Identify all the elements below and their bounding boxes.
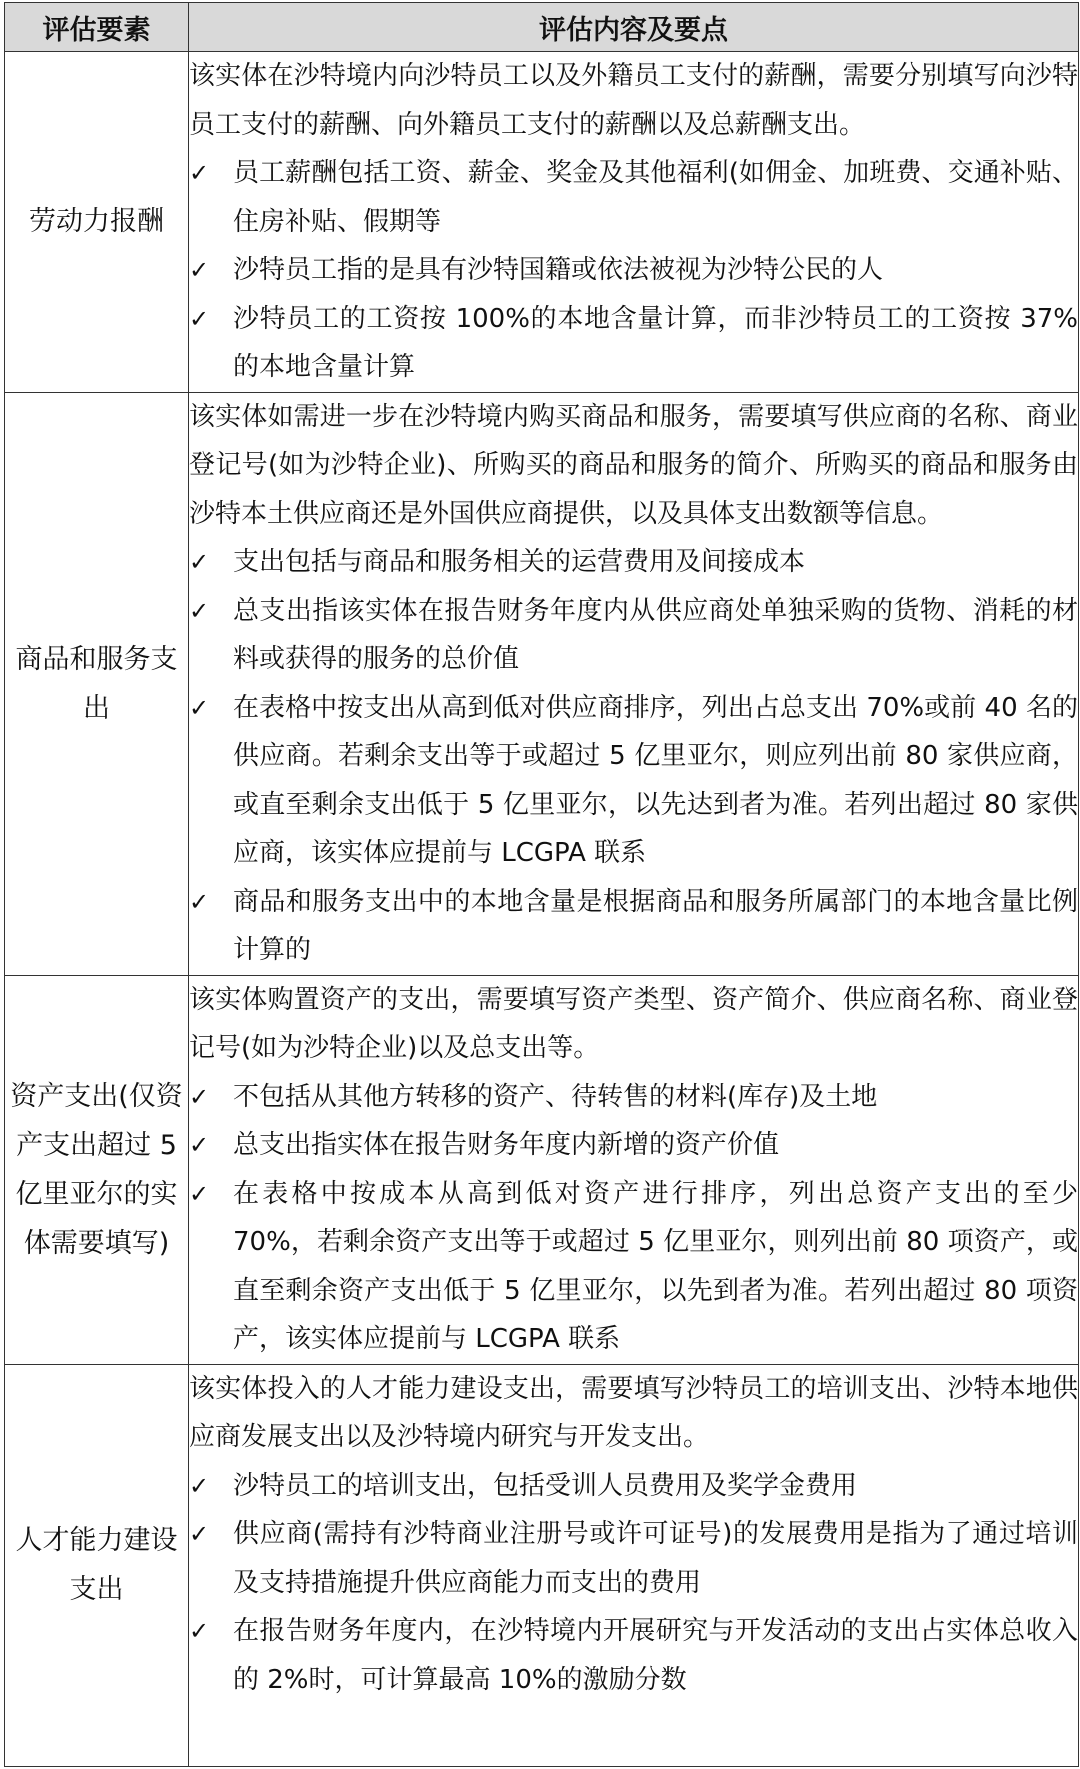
check-icon: ✓ (189, 596, 210, 625)
intro-text: 该实体如需进一步在沙特境内购买商品和服务，需要填写供应商的名称、商业登记号(如为沙特企业)、所购买的商品和服务的简介、所购买的商品和服务由沙特本土供应商还是外国供应商提供，以及具体支出数额等信息。 (189, 401, 1078, 529)
bullet-list (189, 538, 1078, 975)
bullet-text: 总支出指实体在报告财务年度内新增的资产价值 (233, 1130, 780, 1160)
bullet-text: 沙特员工的工资按 100%的本地含量计算，而非沙特员工的工资按 37%的本地含量计算 (233, 303, 1078, 382)
check-icon: ✓ (189, 887, 210, 916)
header-content: 评估内容及要点 (189, 3, 1079, 52)
check-icon: ✓ (189, 1082, 210, 1111)
list-item (189, 538, 1078, 587)
table-row (5, 52, 1079, 393)
check-icon: ✓ (189, 1471, 210, 1500)
bullet-text: 在表格中按成本从高到低对资产进行排序，列出总资产支出的至少 70%，若剩余资产支出等于或超过 5 亿里亚尔，则列出前 80 项资产，或直至剩余资产支出低于 5 亿里亚尔，以先到者为准。若列出超过 80 项资产，该实体应提前与 LCGPA 联系 (233, 1178, 1078, 1354)
check-icon: ✓ (189, 1617, 210, 1645)
bullet-text: 沙特员工的培训支出，包括受训人员费用及奖学金费用 (233, 1470, 858, 1501)
check-icon: ✓ (189, 693, 210, 722)
bullet-text: 商品和服务支出中的本地含量是根据商品和服务所属部门的本地含量比例计算的 (233, 886, 1078, 965)
list-item (189, 1121, 1078, 1170)
check-icon: ✓ (189, 159, 210, 187)
factor-cell: 劳动力报酬 (5, 52, 189, 393)
bullet-text: 不包括从其他方转移的资产、待转售的材料(库存)及土地 (233, 1081, 878, 1112)
intro-text: 该实体在沙特境内向沙特员工以及外籍员工支付的薪酬，需要分别填写向沙特员工支付的薪酬、向外籍员工支付的薪酬以及总薪酬支出。 (189, 61, 1078, 140)
factor-cell: 资产支出(仅资产支出超过 5 亿里亚尔的实体需要填写) (5, 975, 189, 1364)
list-item (189, 684, 1078, 878)
list-item (189, 878, 1078, 975)
header-factor: 评估要素 (5, 3, 189, 52)
list-item (189, 1607, 1078, 1704)
bullet-text: 在表格中按支出从高到低对供应商排序，列出占总支出 70%或前 40 名的供应商。若剩余支出等于或超过 5 亿里亚尔，则应列出前 80 家供应商，或直至剩余支出低于 5 亿里亚尔，以先达到者为准。若列出超过 80 家供应商，该实体应提前与 LCGPA 联系 (233, 692, 1078, 868)
content-cell (189, 975, 1079, 1364)
check-icon: ✓ (189, 256, 210, 284)
bullet-list (189, 149, 1078, 392)
table-row (5, 975, 1079, 1364)
list-item (189, 246, 1078, 295)
table-row (5, 392, 1079, 975)
list-item (189, 149, 1078, 246)
list-item (189, 1073, 1078, 1122)
check-icon: ✓ (189, 1131, 210, 1159)
check-icon: ✓ (189, 304, 210, 333)
list-item (189, 1510, 1078, 1607)
content-cell (189, 52, 1079, 393)
check-icon: ✓ (189, 548, 210, 576)
check-icon: ✓ (189, 1520, 210, 1548)
intro-text: 该实体投入的人才能力建设支出，需要填写沙特员工的培训支出、沙特本地供应商发展支出以及沙特境内研究与开发支出。 (189, 1373, 1078, 1452)
list-item (189, 587, 1078, 684)
bullet-text: 员工薪酬包括工资、薪金、奖金及其他福利(如佣金、加班费、交通补贴、住房补贴、假期等 (233, 158, 1078, 237)
content-cell (189, 392, 1079, 975)
table-row (5, 1364, 1079, 1767)
bullet-list (189, 1462, 1078, 1705)
bullet-text: 支出包括与商品和服务相关的运营费用及间接成本 (233, 547, 806, 577)
factor-cell: 商品和服务支出 (5, 392, 189, 975)
list-item (189, 295, 1078, 392)
bullet-text: 总支出指该实体在报告财务年度内从供应商处单独采购的货物、消耗的材料或获得的服务的总价值 (233, 595, 1078, 674)
bullet-list (189, 1073, 1078, 1364)
intro-text: 该实体购置资产的支出，需要填写资产类型、资产简介、供应商名称、商业登记号(如为沙特企业)以及总支出等。 (189, 984, 1078, 1063)
bullet-text: 沙特员工指的是具有沙特国籍或依法被视为沙特公民的人 (233, 255, 884, 285)
list-item (189, 1462, 1078, 1511)
list-item (189, 1170, 1078, 1364)
evaluation-table (4, 2, 1079, 1767)
header-row (5, 3, 1079, 52)
check-icon: ✓ (189, 1179, 210, 1208)
factor-cell: 人才能力建设支出 (5, 1364, 189, 1767)
bullet-text: 在报告财务年度内，在沙特境内开展研究与开发活动的支出占实体总收入的 2%时，可计算最高 10%的激励分数 (233, 1616, 1078, 1695)
bullet-text: 供应商(需持有沙特商业注册号或许可证号)的发展费用是指为了通过培训及支持措施提升供应商能力而支出的费用 (233, 1519, 1078, 1598)
content-cell (189, 1364, 1079, 1767)
